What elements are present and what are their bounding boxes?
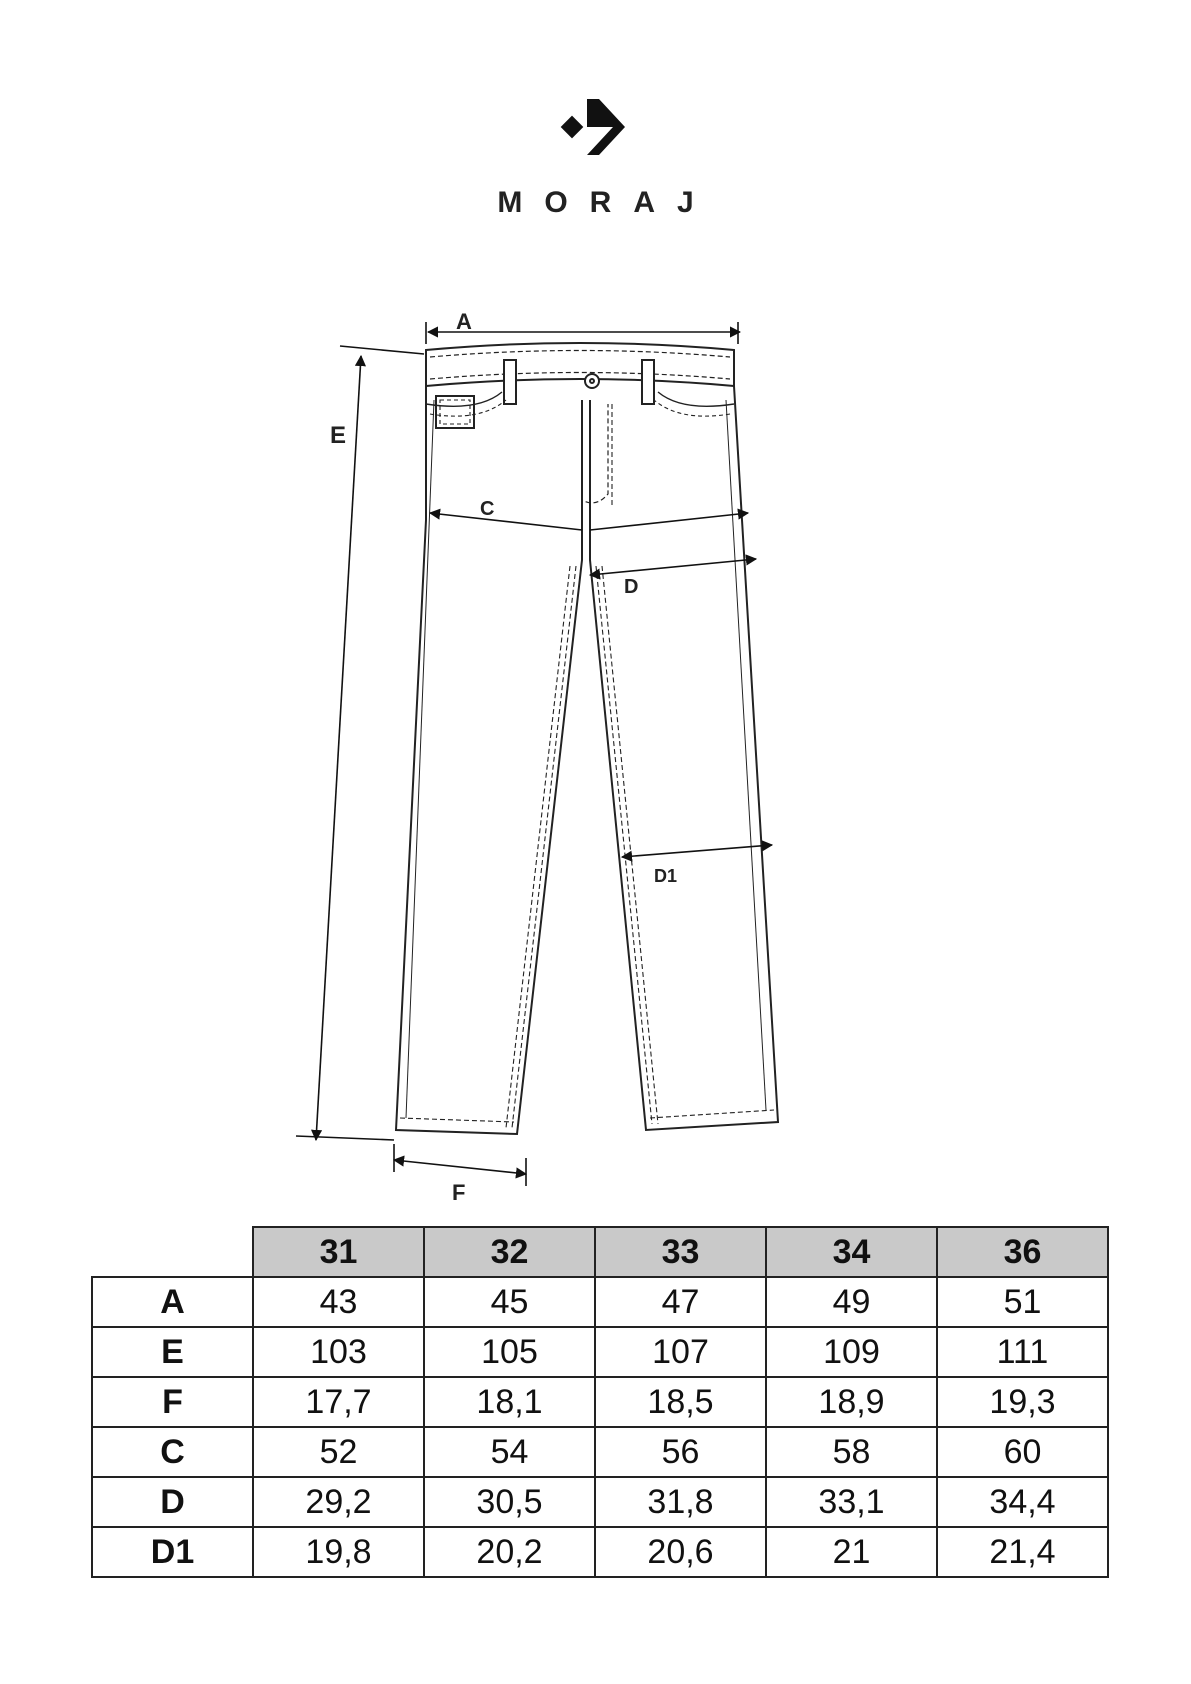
table-cell: 109 [766,1327,937,1377]
table-cell: 18,5 [595,1377,766,1427]
pants-outline [396,343,778,1134]
table-cell: 31,8 [595,1477,766,1527]
measure-D1 [622,845,772,857]
table-cell: 29,2 [253,1477,424,1527]
table-cell: 60 [937,1427,1108,1477]
table-cell: 19,8 [253,1527,424,1577]
table-cell: 33,1 [766,1477,937,1527]
pants-diagram [0,290,1191,1205]
table-row [92,1427,1108,1477]
table-cell: 20,2 [424,1527,595,1577]
table-cell: 19,3 [937,1377,1108,1427]
table-cell: 54 [424,1427,595,1477]
size-header: 36 [937,1227,1108,1277]
measure-C [430,513,582,530]
table-cell: 47 [595,1277,766,1327]
table-cell: 43 [253,1277,424,1327]
table-row [92,1327,1108,1377]
table-row [92,1477,1108,1527]
row-label: D [92,1477,253,1527]
label-D1: D1 [654,866,678,886]
row-label: D1 [92,1527,253,1577]
table-cell: 30,5 [424,1477,595,1527]
measure-D [590,559,756,575]
measure-F [394,1160,526,1174]
moraj-arrow-logo-icon [561,95,631,161]
size-header: 32 [424,1227,595,1277]
table-cell: 56 [595,1427,766,1477]
table-cell: 51 [937,1277,1108,1327]
size-header: 31 [253,1227,424,1277]
table-cell: 21,4 [937,1527,1108,1577]
table-cell: 45 [424,1277,595,1327]
measurement-lines [296,322,772,1186]
row-label: A [92,1277,253,1327]
table-cell: 18,9 [766,1377,937,1427]
size-chart-table [91,1226,1109,1578]
row-label: F [92,1377,253,1427]
table-cell: 21 [766,1527,937,1577]
table-cell: 18,1 [424,1377,595,1427]
label-E: E [330,422,347,449]
table-cell: 107 [595,1327,766,1377]
table-cell: 105 [424,1327,595,1377]
table-row [92,1277,1108,1327]
table-cell: 58 [766,1427,937,1477]
size-header: 33 [595,1227,766,1277]
row-label: C [92,1427,253,1477]
measure-E [316,356,361,1140]
label-A: A [456,309,472,334]
size-header: 34 [766,1227,937,1277]
table-cell: 17,7 [253,1377,424,1427]
row-label: E [92,1327,253,1377]
table-cell: 111 [937,1327,1108,1377]
table-cell: 34,4 [937,1477,1108,1527]
size-header-row [92,1227,1108,1277]
label-F: F [452,1180,466,1205]
label-C: C [480,498,495,520]
table-row [92,1377,1108,1427]
table-row [92,1527,1108,1577]
table-corner [92,1227,253,1277]
brand-name: MORAJ [497,186,716,219]
table-cell: 52 [253,1427,424,1477]
label-D: D [624,576,639,598]
table-cell: 49 [766,1277,937,1327]
table-cell: 20,6 [595,1527,766,1577]
brand-logo [0,95,1191,220]
table-cell: 103 [253,1327,424,1377]
